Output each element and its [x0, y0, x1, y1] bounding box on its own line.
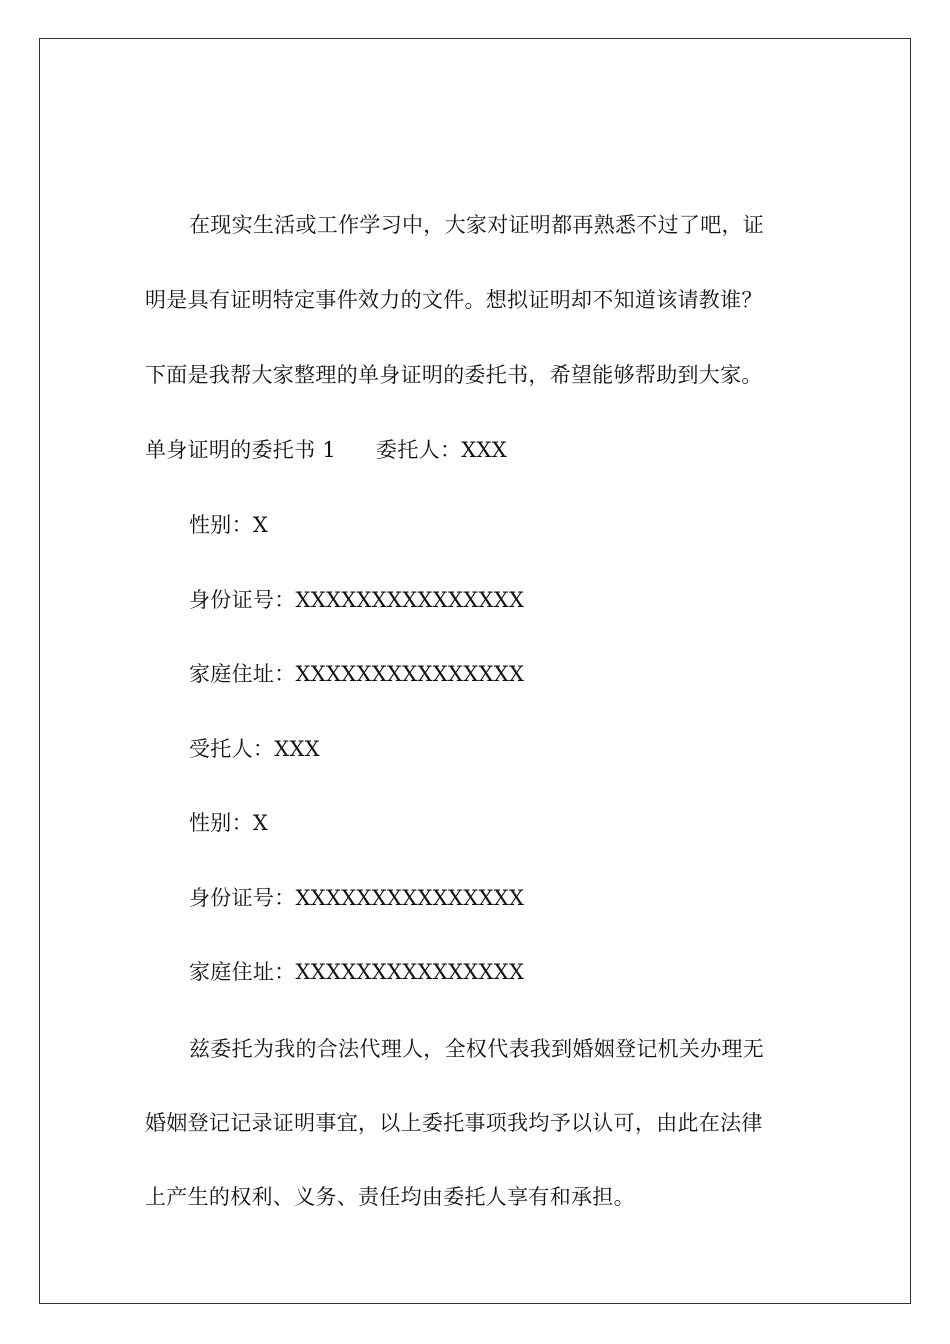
section-title: 单身证明的委托书 1 [145, 438, 337, 462]
entrust-line-1: 兹委托为我的合法代理人，全权代表我到婚姻登记机关办理无 [189, 1037, 765, 1061]
entrust-line-3: 上产生的权利、义务、责任均由委托人享有和承担。 [145, 1185, 635, 1209]
agent-id-number: 身份证号：XXXXXXXXXXXXXXX [189, 886, 525, 910]
intro-line-3: 下面是我帮大家整理的单身证明的委托书，希望能够帮助到大家。 [145, 363, 763, 387]
intro-line-1: 在现实生活或工作学习中，大家对证明都再熟悉不过了吧，证 [189, 213, 765, 237]
principal-name: 委托人：XXX [376, 438, 507, 462]
principal-id-number: 身份证号：XXXXXXXXXXXXXXX [189, 588, 525, 612]
section-heading-row [145, 435, 507, 465]
agent-name: 受托人：XXX [189, 737, 320, 761]
intro-line-2: 明是具有证明特定事件效力的文件。想拟证明却不知道该请教谁？ [145, 288, 763, 312]
principal-gender: 性别：X [189, 513, 269, 537]
principal-address: 家庭住址：XXXXXXXXXXXXXXX [189, 662, 525, 686]
agent-gender: 性别：X [189, 811, 269, 835]
entrust-line-2: 婚姻登记记录证明事宜，以上委托事项我均予以认可，由此在法律 [145, 1111, 763, 1135]
agent-address: 家庭住址：XXXXXXXXXXXXXXX [189, 960, 525, 984]
